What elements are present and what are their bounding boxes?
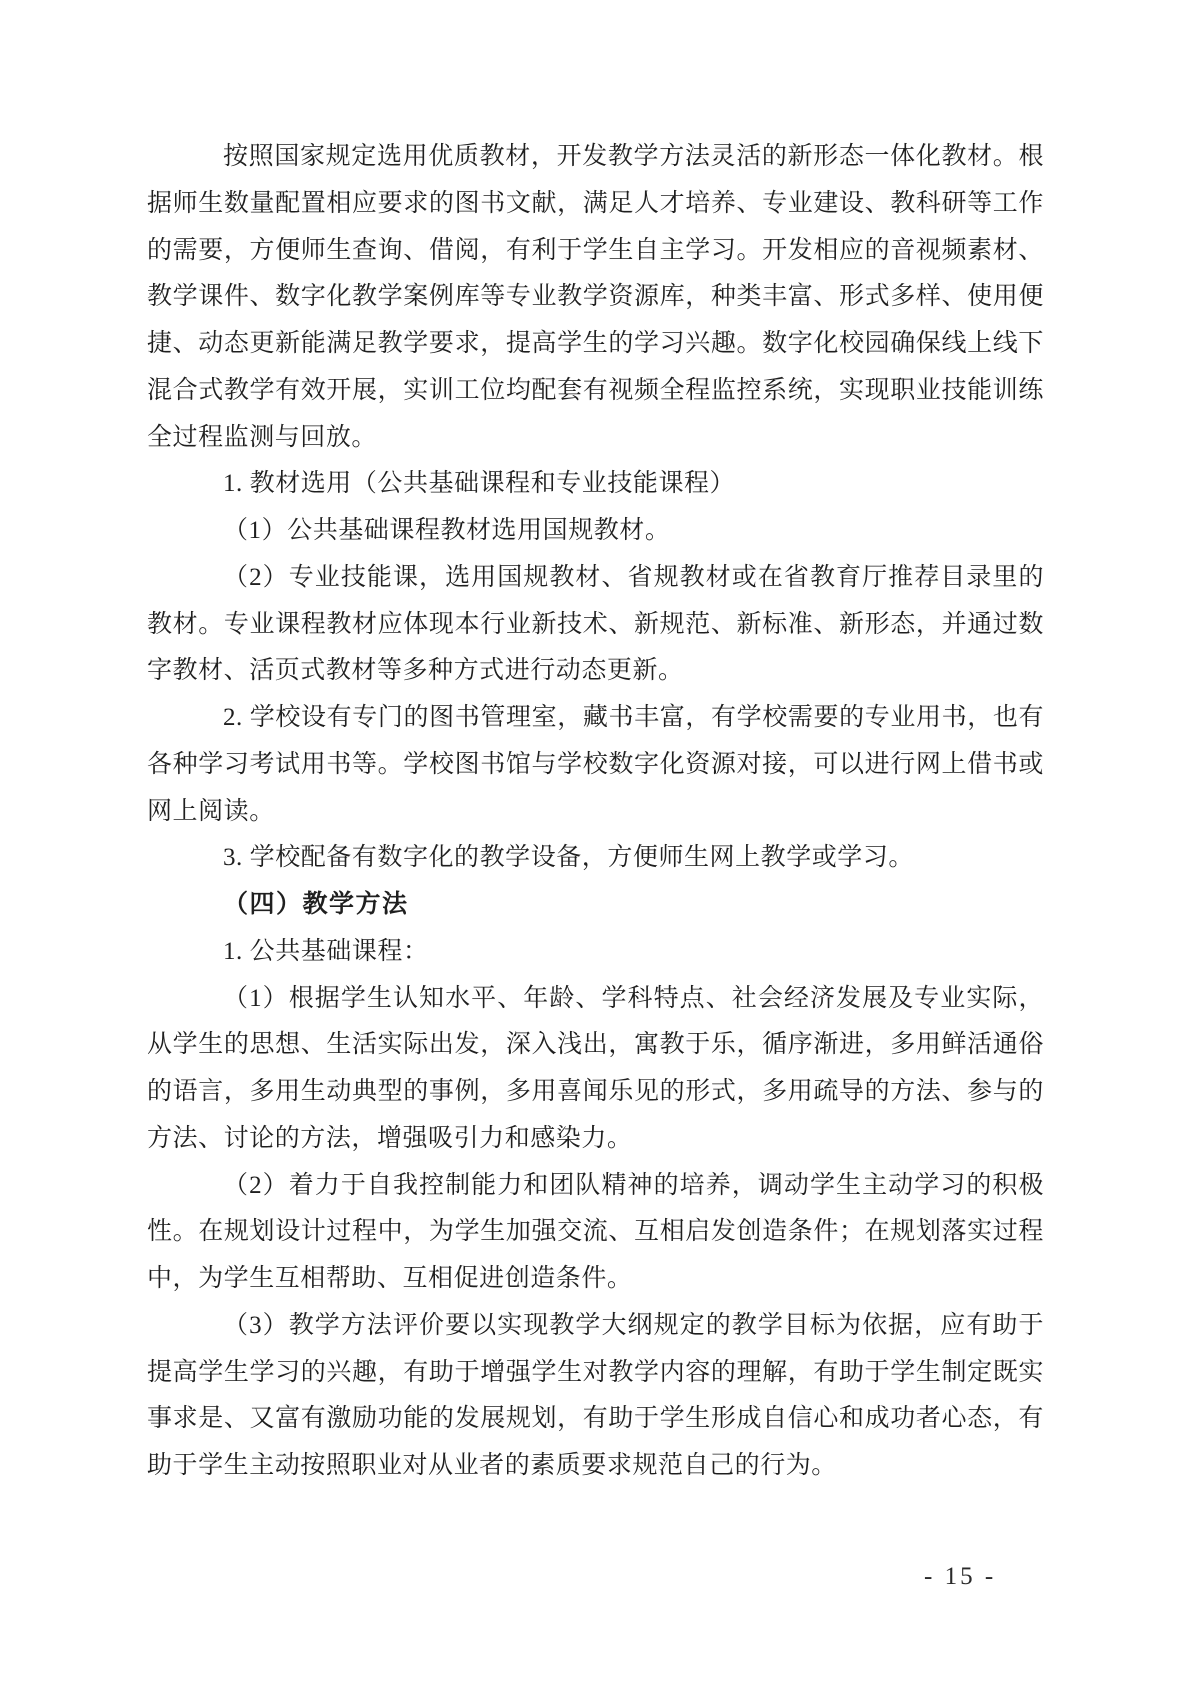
paragraph-item-3-digital-equipment: 3. 学校配备有数字化的教学设备，方便师生网上教学或学习。 — [223, 844, 914, 872]
paragraph-item-1-sub-1: （1）公共基础课程教材选用国规教材。 — [223, 517, 671, 544]
paragraph-teaching-materials-intro: 按照国家规定选用优质教材，开发教学方法灵活的新形态一体化教材。根据师生数量配置相应要求的图书文献，满足人才培养、专业建设、教科研等工作的需要，方便师生查询、借阅，有利于学生自主学习。开发相应的音视频素材、教学课件、数字化教学案例库等专业教学资源库，种类丰富、形式多样、使用便捷、动态更新能满足教学要求，提高学生的学习兴趣。数字化校园确保线上线下混合式教学有效开展，实训工位均配套有视频全程监控系统，实现职业技能训练全过程监测与回放。 — [147, 143, 1044, 451]
paragraph-item-1-textbook-selection: 1. 教材选用（公共基础课程和专业技能课程） — [223, 470, 736, 498]
document-body — [147, 134, 1044, 1490]
paragraph-public-basic-courses: 1. 公共基础课程： — [223, 937, 429, 965]
paragraph-method-sub-3: （3）教学方法评价要以实现教学大纲规定的教学目标为依据，应有助于提高学生学习的兴趣，有助于增强学生对教学内容的理解，有助于学生制定既实事求是、又富有激励功能的发展规划，有助于学生形成自信心和成功者心态，有助于学生主动按照职业对从业者的素质要求规范自己的行为。 — [147, 1311, 1044, 1479]
section-heading-teaching-methods: （四）教学方法 — [223, 891, 409, 918]
paragraph-method-sub-2: （2）着力于自我控制能力和团队精神的培养，调动学生主动学习的积极性。在规划设计过程中，为学生加强交流、互相启发创造条件；在规划落实过程中，为学生互相帮助、互相促进创造条件。 — [147, 1171, 1044, 1292]
paragraph-item-2-library: 2. 学校设有专门的图书管理室，藏书丰富，有学校需要的专业用书，也有各种学习考试用书等。学校图书馆与学校数字化资源对接，可以进行网上借书或网上阅读。 — [147, 704, 1044, 825]
paragraph-item-1-sub-2: （2）专业技能课，选用国规教材、省规教材或在省教育厅推荐目录里的教材。专业课程教材应体现本行业新技术、新规范、新标准、新形态，并通过数字教材、活页式教材等多种方式进行动态更新。 — [147, 563, 1044, 685]
paragraph-method-sub-1: （1）根据学生认知水平、年龄、学科特点、社会经济发展及专业实际，从学生的思想、生活实际出发，深入浅出，寓教于乐，循序渐进，多用鲜活通俗的语言，多用生动典型的事例，多用喜闻乐见的形式，多用疏导的方法、参与的方法、讨论的方法，增强吸引力和感染力。 — [147, 984, 1044, 1152]
page-number: - 15 - — [924, 1563, 997, 1590]
